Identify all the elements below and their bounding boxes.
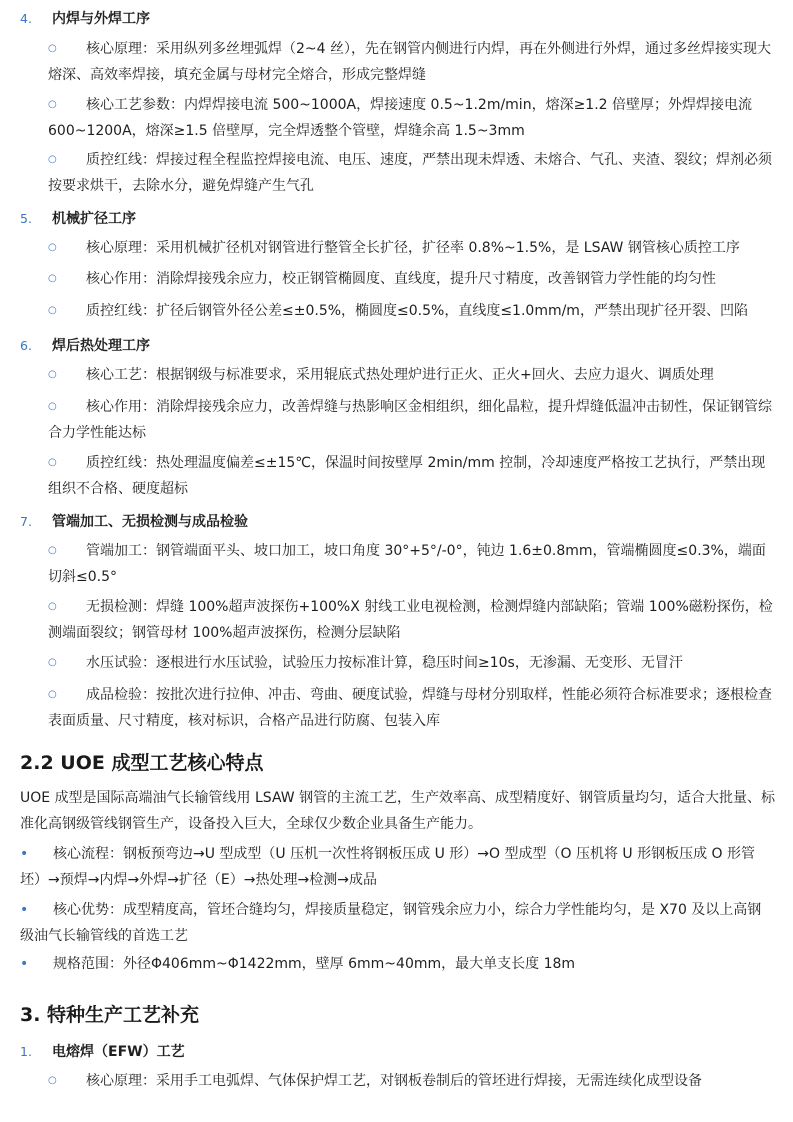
item-text: 核心原理：采用纵列多丝埋弧焊（2~4 丝），先在钢管内侧进行内焊，再在外侧进行外焊，通过多丝焊接实现大熔深、高效率焊接，填充金属与母材完全熔合，形成完整焊缝 <box>48 41 771 83</box>
bullet-item <box>20 841 775 893</box>
list-number: 1. <box>20 1044 32 1059</box>
item-text: 质控红线：热处理温度偏差≤±15℃，保温时间按壁厚 2min/mm 控制，冷却速度严格按工艺执行，严禁出现组织不合格、硬度超标 <box>48 455 766 497</box>
item-text: 无损检测：焊缝 100%超声波探伤+100%X 射线工业电视检测，检测焊缝内部缺陷；管端 100%磁粉探伤，检测端面裂纹；钢管母材 100%超声波探伤，检测分层缺陷 <box>48 599 773 641</box>
section-title: 焊后热处理工序 <box>52 338 150 354</box>
section-heading-2-2: 2.2 UOE 成型工艺核心特点 <box>20 752 264 774</box>
hollow-circle-bullet-icon: ○ <box>48 545 57 556</box>
list-item <box>48 36 776 88</box>
section-title: 电熔焊（EFW）工艺 <box>52 1044 185 1060</box>
list-item <box>48 362 776 388</box>
item-text: 核心原理：采用机械扩径机对钢管进行整管全长扩径，扩径率 0.8%~1.5%，是 LSAW 钢管核心质控工序 <box>86 240 740 256</box>
hollow-circle-bullet-icon: ○ <box>48 369 57 380</box>
item-text: 核心原理：采用手工电弧焊、气体保护焊工艺，对钢板卷制后的管坯进行焊接，无需连续化成型设备 <box>86 1073 702 1089</box>
list-item <box>48 266 776 292</box>
section-7-heading <box>0 511 793 531</box>
section-5-heading <box>0 208 793 228</box>
list-item <box>48 147 776 199</box>
section-1-heading <box>0 1041 793 1061</box>
item-text: 核心工艺参数：内焊焊接电流 500~1000A，焊接速度 0.5~1.2m/min，熔深≥1.2 倍壁厚；外焊焊接电流 600~1200A，熔深≥1.5 倍壁厚，完全焊透整个管壁，焊缝余高 1.5~3mm <box>48 97 753 139</box>
item-text: 核心优势：成型精度高，管坯合缝均匀，焊接质量稳定，钢管残余应力小，综合力学性能均匀，是 X70 及以上高钢级油气长输管线的首选工艺 <box>20 902 762 944</box>
item-text: 核心工艺：根据钢级与标准要求，采用辊底式热处理炉进行正火、正火+回火、去应力退火、调质处理 <box>86 367 714 383</box>
section-title: 机械扩径工序 <box>52 211 136 227</box>
section-6-heading <box>0 335 793 355</box>
item-text: 管端加工：钢管端面平头、坡口加工，坡口角度 30°+5°/-0°，钝边 1.6±0.8mm，管端椭圆度≤0.3%，端面切斜≤0.5° <box>48 543 766 585</box>
bullet-dot-icon: • <box>20 902 29 918</box>
paragraph: UOE 成型是国际高端油气长输管线用 LSAW 钢管的主流工艺，生产效率高、成型精度好、钢管质量均匀，适合大批量、标准化高钢级管线钢管生产，设备投入巨大，全球仅少数企业具备生产能力。 <box>20 790 776 832</box>
item-text: 成品检验：按批次进行拉伸、冲击、弯曲、硬度试验，焊缝与母材分别取样，性能必须符合标准要求；逐根检查表面质量、尺寸精度，核对标识，合格产品进行防腐、包装入库 <box>48 687 772 729</box>
list-number: 7. <box>20 514 32 529</box>
hollow-circle-bullet-icon: ○ <box>48 457 57 468</box>
hollow-circle-bullet-icon: ○ <box>48 99 57 110</box>
item-text: 核心作用：消除焊接残余应力，校正钢管椭圆度、直线度，提升尺寸精度，改善钢管力学性能的均匀性 <box>86 271 716 287</box>
hollow-circle-bullet-icon: ○ <box>48 601 57 612</box>
hollow-circle-bullet-icon: ○ <box>48 242 57 253</box>
section-title: 内焊与外焊工序 <box>52 11 150 27</box>
hollow-circle-bullet-icon: ○ <box>48 1075 57 1086</box>
bullet-dot-icon: • <box>20 846 29 862</box>
hollow-circle-bullet-icon: ○ <box>48 154 57 165</box>
hollow-circle-bullet-icon: ○ <box>48 689 57 700</box>
list-item <box>48 235 776 261</box>
hollow-circle-bullet-icon: ○ <box>48 273 57 284</box>
item-text: 质控红线：焊接过程全程监控焊接电流、电压、速度，严禁出现未焊透、未熔合、气孔、夹渣、裂纹；焊剂必须按要求烘干，去除水分，避免焊缝产生气孔 <box>48 152 772 194</box>
list-item <box>48 450 776 502</box>
list-item <box>48 650 776 676</box>
item-text: 核心作用：消除焊接残余应力，改善焊缝与热影响区金相组织，细化晶粒，提升焊缝低温冲击韧性，保证钢管综合力学性能达标 <box>48 399 772 441</box>
list-item <box>48 538 776 590</box>
list-item <box>48 298 776 324</box>
bullet-item <box>20 897 775 949</box>
list-item <box>48 1068 776 1094</box>
section-4-heading <box>0 8 793 28</box>
section-heading-3: 3. 特种生产工艺补充 <box>20 1004 200 1026</box>
bullet-dot-icon: • <box>20 956 29 972</box>
bullet-item <box>20 951 775 977</box>
list-number: 4. <box>20 11 32 26</box>
item-text: 规格范围：外径Φ406mm~Φ1422mm，壁厚 6mm~40mm，最大单支长度 18m <box>53 956 576 972</box>
hollow-circle-bullet-icon: ○ <box>48 305 57 316</box>
list-item <box>48 594 776 646</box>
item-text: 质控红线：扩径后钢管外径公差≤±0.5%，椭圆度≤0.5%，直线度≤1.0mm/m，严禁出现扩径开裂、凹陷 <box>86 303 748 319</box>
section-title: 管端加工、无损检测与成品检验 <box>52 514 248 530</box>
list-item <box>48 682 776 734</box>
list-number: 5. <box>20 211 32 226</box>
hollow-circle-bullet-icon: ○ <box>48 657 57 668</box>
list-item <box>48 92 776 144</box>
list-item <box>48 394 776 446</box>
hollow-circle-bullet-icon: ○ <box>48 401 57 412</box>
list-number: 6. <box>20 338 32 353</box>
item-text: 水压试验：逐根进行水压试验，试验压力按标准计算，稳压时间≥10s，无渗漏、无变形、无冒汗 <box>86 655 683 671</box>
hollow-circle-bullet-icon: ○ <box>48 43 57 54</box>
item-text: 核心流程：钢板预弯边→U 型成型（U 压机一次性将钢板压成 U 形）→O 型成型（O 压机将 U 形钢板压成 O 形管坯）→预焊→内焊→外焊→扩径（E）→热处理→检测→成品 <box>20 846 756 888</box>
